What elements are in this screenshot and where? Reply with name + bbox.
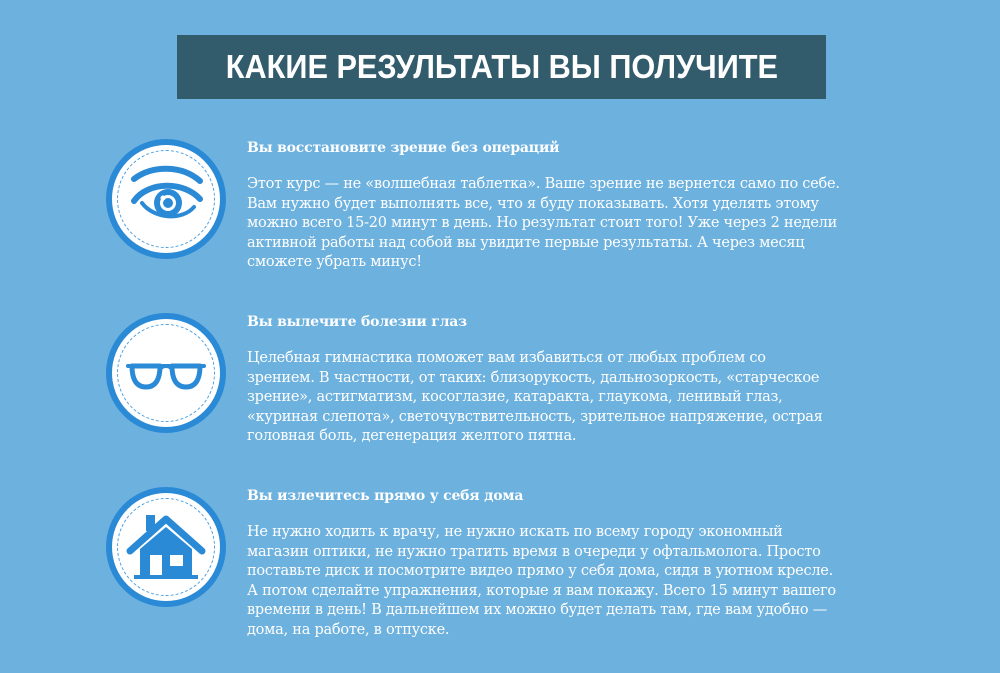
text-line: зрением. В частности, от таких: близорукость, дальнозоркость, «старческое [247, 369, 820, 386]
item-description [247, 175, 907, 273]
text-line: дома, на работе, в отпуске. [247, 621, 450, 638]
text-line: Вам нужно будет выполнять все, что я буду показывать. Хотя уделять этому [247, 195, 819, 212]
text-line: «куриная слепота», светочувствительность, зрительное напряжение, острая [247, 408, 823, 425]
text-line: А потом сделайте упражнения, которые я вам покажу. Всего 15 минут вашего [247, 582, 836, 599]
text-line: поставьте диск и посмотрите видео прямо у себя дома, сидя в уютном кресле. [247, 563, 833, 579]
text-line: магазин оптики, не нужно тратить время в очереди у офтальмолога. Просто [247, 543, 821, 560]
glasses-icon [112, 319, 220, 427]
eye-icon-circle [106, 139, 226, 259]
text-line: активной работы над собой вы увидите первые результаты. А через месяц [247, 234, 805, 251]
item-description [247, 523, 907, 640]
text-line: можно всего 15-20 минут в день. Но результат стоит того! Уже через 2 недели [247, 215, 838, 231]
item-title: Вы вылечите болезни глаз [247, 314, 467, 330]
item-title: Вы излечитесь прямо у себя дома [247, 488, 524, 504]
text-line: сможете убрать минус! [247, 254, 422, 270]
house-icon [112, 493, 220, 601]
text-line: Целебная гимнастика поможет вам избавиться от любых проблем со [247, 350, 766, 366]
text-line: Не нужно ходить к врачу, не нужно искать по всему городу экономный [247, 524, 783, 540]
glasses-icon-circle [106, 313, 226, 433]
page-title: КАКИЕ РЕЗУЛЬТАТЫ ВЫ ПОЛУЧИТЕ [225, 48, 778, 85]
text-line: головная боль, дегенерация желтого пятна. [247, 428, 577, 444]
text-line: зрение», астигматизм, косоглазие, катаракта, глаукома, ленивый глаз, [247, 389, 783, 405]
text-line: Этот курс — не «волшебная таблетка». Ваше зрение не вернется само по себе. [247, 176, 840, 192]
item-description [247, 349, 907, 447]
eye-icon [112, 145, 220, 253]
item-title: Вы восстановите зрение без операций [247, 140, 560, 156]
page-title-banner [177, 35, 826, 99]
house-icon-circle [106, 487, 226, 607]
text-line: времени в день! В дальнейшем их можно будет делать там, где вам удобно — [247, 602, 827, 618]
